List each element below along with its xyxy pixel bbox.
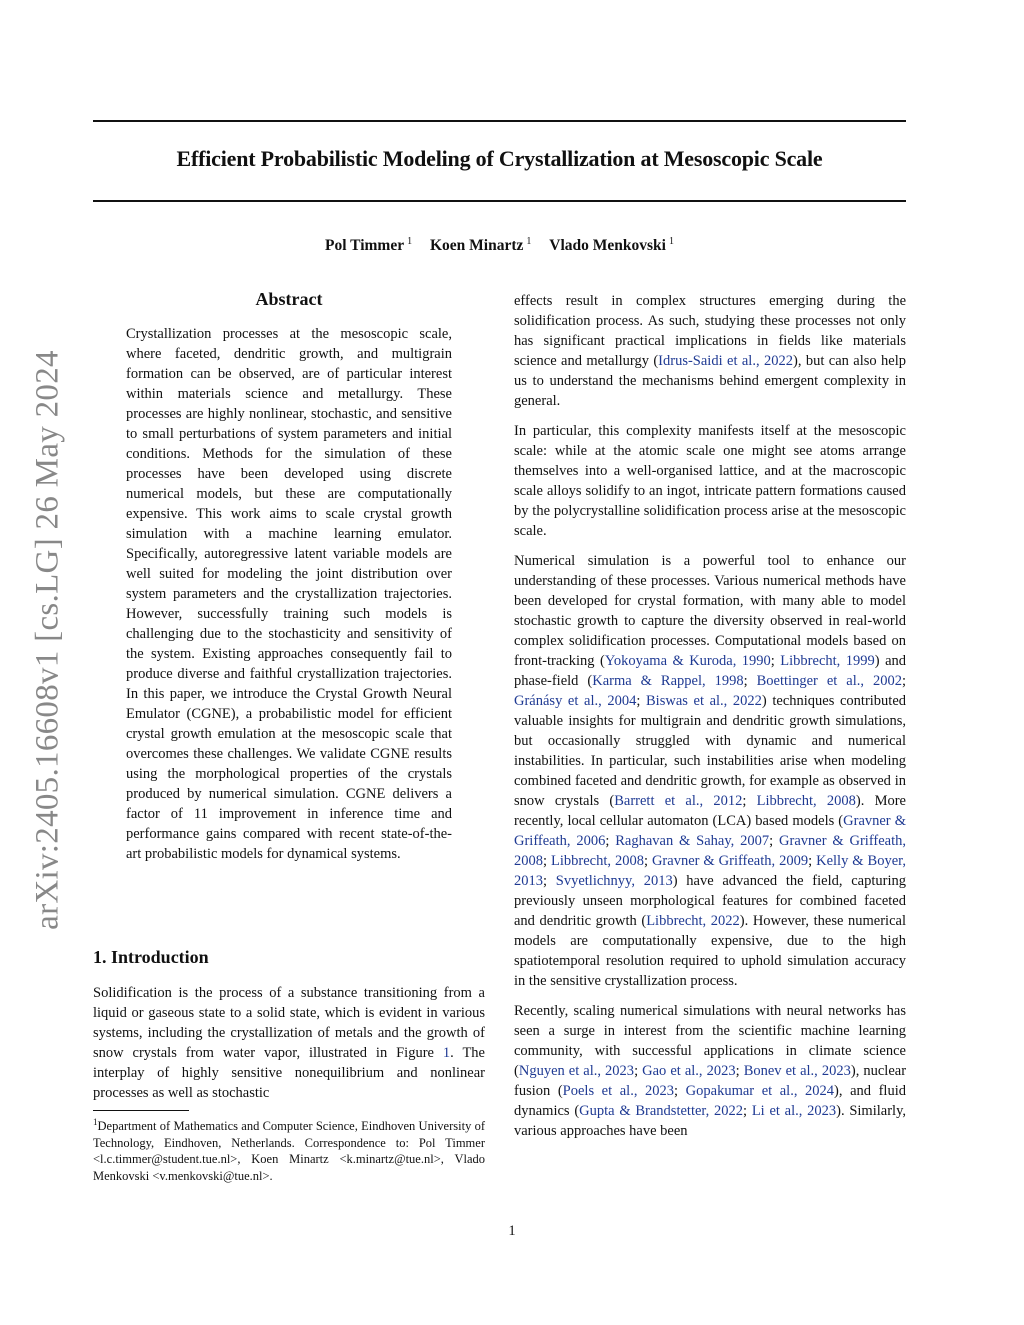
- footnote-rule: [93, 1110, 189, 1111]
- abstract-text: Crystallization processes at the mesoscopic scale, where faceted, dendritic growth, and multigrain formation can be observed, are of particular interest within materials science and metallurgy. These processes are highly nonlinear, stochastic, and sensitive to small perturbations of system parameters and initial conditions. Methods for the simulation of these processes have been developed using discrete numerical models, but these are computationally expensive. This work aims to scale crystal growth simulation with a machine learning emulator. Specifically, autoregressive latent variable models are well suited for modeling the joint distribution over system parameters and the crystallization trajectories. However, successfully training such models is challenging due to the stochasticity and sensitivity of the system. Existing approaches consequently fail to produce diverse and faithful crystallization trajectories. In this paper, we introduce the Crystal Growth Neural Emulator (CGNE), a probabilistic model for efficient crystal growth emulation at the mesoscopic scale that overcomes these challenges. We validate CGNE results using the morphological properties of the crystals produced by numerical simulation. CGNE delivers a factor of 11 improvement in inference time and performance gains compared with recent state-of-the-art probabilistic models for dynamical systems.: [126, 326, 452, 862]
- citation-link[interactable]: Nguyen et al., 2023: [518, 1063, 635, 1079]
- introduction-paragraph-start: Solidification is the process of a substance transitioning from a liquid or gaseous state to a solid state, which is evident in various systems, including the crystallization of metals and the growth of snow crystals from water vapor, illustrated in Figure 1. The interplay of highly sensitive nonequilibrium and nonlinear processes as well as stochastic: [93, 985, 485, 1101]
- citation-link[interactable]: Gravner & Griffeath, 2009: [651, 853, 809, 869]
- citation-link[interactable]: Libbrecht, 1999: [780, 653, 875, 669]
- paragraph: effects result in complex structures emerging during the solidification process. As such, studying these processes not only has significant practical implications in fields like materials science and metallurgy (Idrus-Saidi et al., 2022), but can also help us to understand the mechanisms behind emergent complexity in general.: [514, 293, 906, 409]
- paper-title: Efficient Probabilistic Modeling of Crystallization at Mesoscopic Scale: [176, 146, 823, 171]
- arxiv-identifier: arXiv:2405.16608v1 [cs.LG] 26 May 2024: [29, 350, 66, 930]
- author: Vlado Menkovski $^1$: [549, 236, 674, 255]
- citation-link[interactable]: Gránásy et al., 2004: [514, 693, 637, 709]
- citation-link[interactable]: Boettinger et al., 2002: [756, 673, 902, 689]
- author: Koen Minartz $^1$: [429, 236, 532, 255]
- affiliation-footnote: $^1$Department of Mathematics and Computer Science, Eindhoven University of Technology, Eindhoven, Netherlands. Correspondence to: Pol Timmer <l.c.timmer@student.tue.nl>, Koen Minartz <k.minartz@tue.nl>, Vlado Menkovski <v.menkovski@tue.nl>.: [93, 1117, 485, 1183]
- figure-reference-link[interactable]: 1: [442, 1045, 451, 1061]
- citation-link[interactable]: Libbrecht, 2008: [756, 793, 856, 809]
- abstract-heading: Abstract: [255, 289, 323, 309]
- citation-link[interactable]: Svyetlichnyy, 2013: [555, 873, 673, 889]
- citation-link[interactable]: Idrus-Saidi et al., 2022: [658, 353, 793, 369]
- citation-link[interactable]: Poels et al., 2023: [562, 1083, 675, 1099]
- citation-link[interactable]: Barrett et al., 2012: [614, 793, 743, 809]
- citation-link[interactable]: Karma & Rappel, 1998: [592, 673, 744, 689]
- page-number: 1: [508, 1223, 516, 1239]
- citation-link[interactable]: Libbrecht, 2008: [551, 853, 644, 869]
- citation-link[interactable]: Biswas et al., 2022: [646, 693, 762, 709]
- author: Pol Timmer $^1$: [325, 236, 413, 255]
- citation-link[interactable]: Gravner & Griffeath, 2008: [514, 833, 907, 869]
- author-list: [93, 236, 906, 255]
- title-top-rule: [93, 120, 906, 122]
- citation-link[interactable]: Gravner & Griffeath, 2006: [514, 813, 906, 849]
- citation-link[interactable]: Bonev et al., 2023: [743, 1063, 851, 1079]
- citation-link[interactable]: Libbrecht, 2022: [646, 913, 740, 929]
- paragraph: Numerical simulation is a powerful tool to enhance our understanding of these processes. Various numerical methods have been developed for crystal formation, with many able to model stochastic growth to capture the diversity observed in real-world complex solidification processes. Computational models based on front-tracking (Yokoyama & Kuroda, 1990; Libbrecht, 1999) and phase-field (Karma & Rappel, 1998; Boettinger et al., 2002; Gránásy et al., 2004; Biswas et al., 2022) techniques contributed valuable insights for multigrain and dendritic growth simulations, but occasionally struggled with dynamic and numerical instabilities. In particular, such instabilities arise when modeling combined faceted and dendritic growth, for example as observed in snow crystals (Barrett et al., 2012; Libbrecht, 2008). More recently, local cellular automaton (LCA) based models (Gravner & Griffeath, 2006; Raghavan & Sahay, 2007; Gravner & Griffeath, 2008; Libbrecht, 2008; Gravner & Griffeath, 2009; Kelly & Boyer, 2013; Svyetlichnyy, 2013) have advanced the field, capturing previously unseen morphological features for combined faceted and dendritic growth (Libbrecht, 2022). However, these numerical models are computationally expensive, due to the high spatiotemporal resolution required to uphold simulation accuracy in the sensitive crystallization process.: [514, 553, 907, 989]
- right-column: [514, 291, 906, 1151]
- citation-link[interactable]: Raghavan & Sahay, 2007: [615, 833, 770, 849]
- title-bottom-rule: [93, 200, 906, 202]
- section-heading-introduction: 1. Introduction: [93, 947, 209, 967]
- paragraph: In particular, this complexity manifests itself at the mesoscopic scale: while at the atomic scale one might see atoms arrange themselves into a well-organised lattice, and at the macroscopic scale alloys solidify to an ingot, intricate pattern formations caused by the polycrystalline solidification process arise at the mesoscopic scale.: [514, 423, 906, 539]
- citation-link[interactable]: Li et al., 2023: [751, 1103, 837, 1119]
- citation-link[interactable]: Gao et al., 2023: [642, 1063, 736, 1079]
- paragraph: Recently, scaling numerical simulations with neural networks has seen a surge in interest from the scientific machine learning community, with successful applications in climate science (Nguyen et al., 2023; Gao et al., 2023; Bonev et al., 2023), nuclear fusion (Poels et al., 2023; Gopakumar et al., 2024), and fluid dynamics (Gupta & Brandstetter, 2022; Li et al., 2023). Similarly, various approaches have been: [514, 1003, 907, 1139]
- citation-link[interactable]: Kelly & Boyer, 2013: [514, 853, 907, 889]
- citation-link[interactable]: Yokoyama & Kuroda, 1990: [604, 653, 771, 669]
- citation-link[interactable]: Gopakumar et al., 2024: [685, 1083, 835, 1099]
- citation-link[interactable]: Gupta & Brandstetter, 2022: [579, 1103, 744, 1119]
